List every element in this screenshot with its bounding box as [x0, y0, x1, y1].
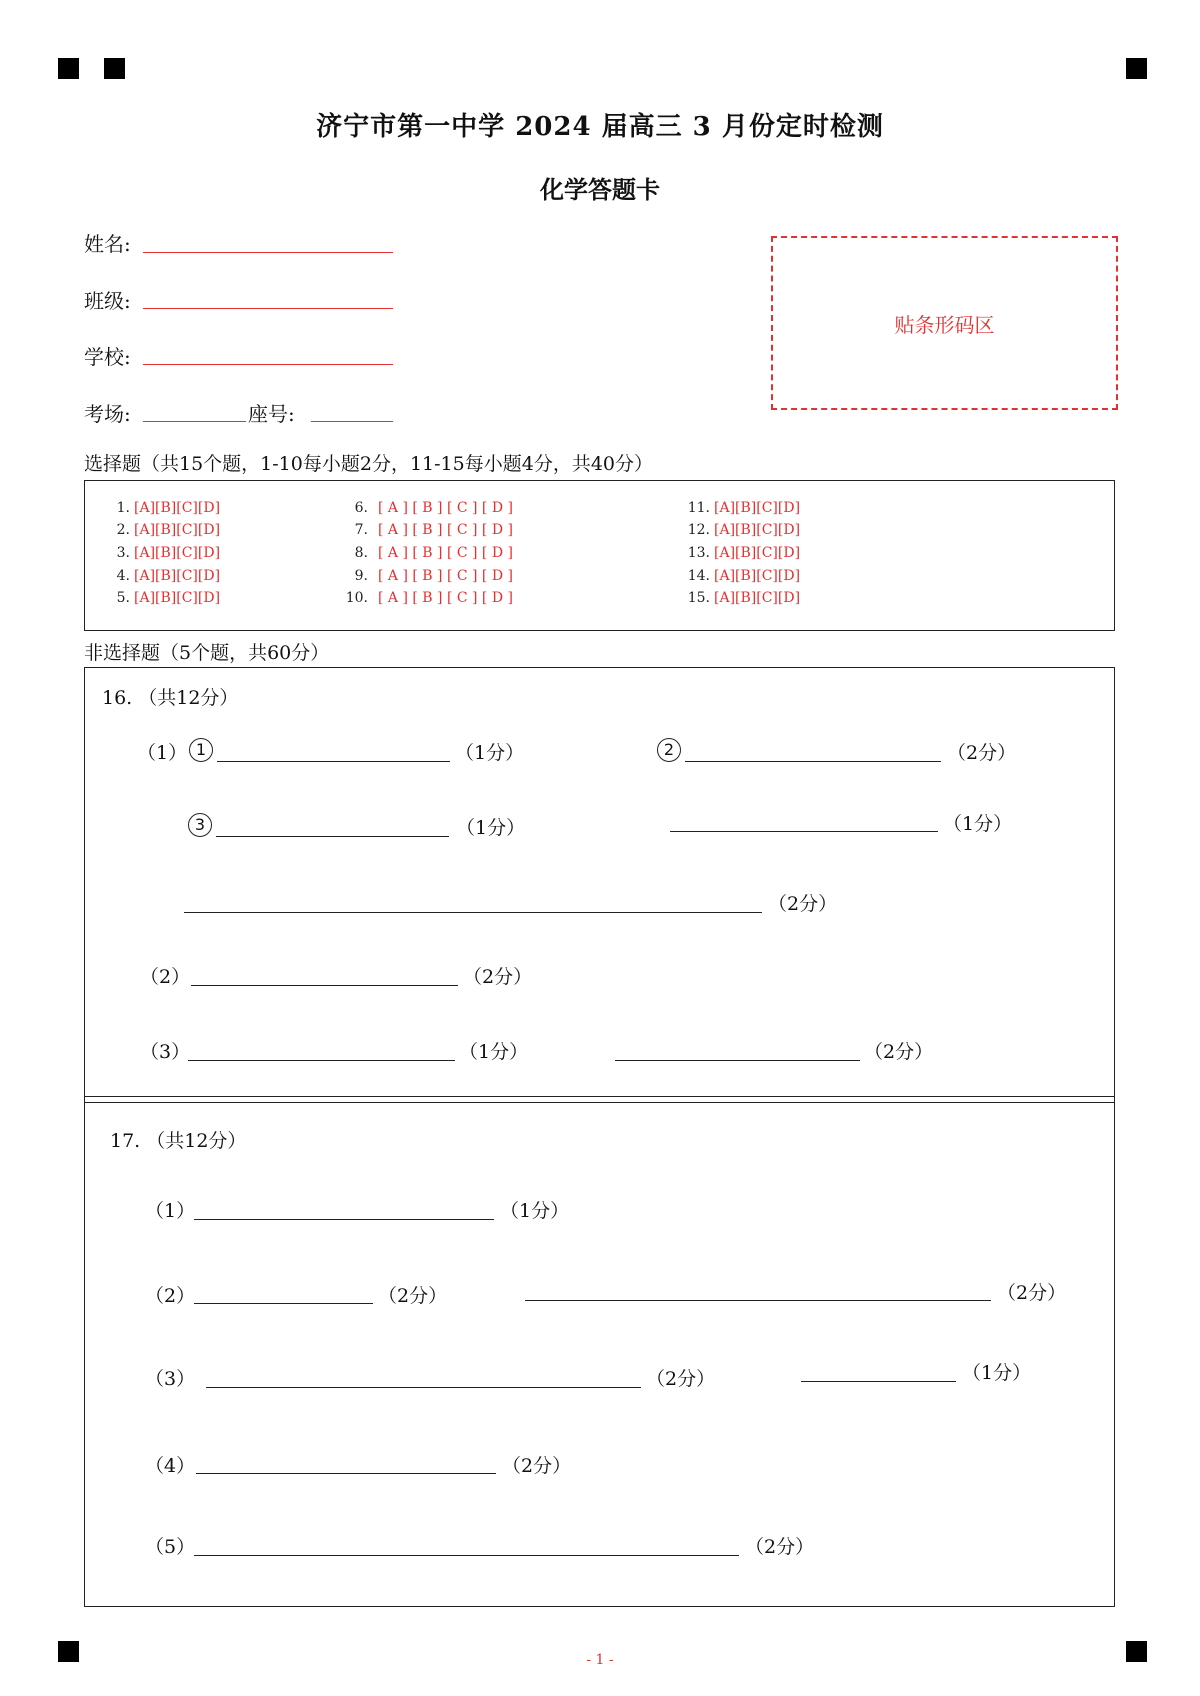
q16-score2: （2分） [947, 742, 1017, 764]
q17-score1: （1分） [500, 1200, 570, 1222]
q16-title: 16. （共12分） [102, 687, 239, 709]
answer-options[interactable]: [A][B][C][D] [714, 500, 801, 516]
q17-blank1[interactable] [194, 1219, 494, 1220]
q17-score6: （2分） [502, 1455, 572, 1477]
q17-part5-label: （5） [145, 1536, 196, 1558]
page-title: 济宁市第一中学 2024 届高三 3 月份定时检测 [316, 112, 884, 142]
q17-blank4[interactable] [206, 1387, 641, 1388]
class-label: 班级: [84, 289, 131, 313]
q16-part1-label: （1） [137, 742, 188, 764]
q16-score6: （2分） [463, 966, 533, 988]
q17-blank5[interactable] [801, 1381, 956, 1382]
question-number: 14. [687, 568, 710, 584]
q17-part4-label: （4） [145, 1455, 196, 1477]
q16-score1: （1分） [455, 742, 525, 764]
question-number: 15. [687, 590, 710, 606]
answer-options[interactable]: [A][B][C][D] [134, 590, 221, 606]
q16-score8: （2分） [864, 1041, 934, 1063]
answer-options[interactable]: [A][B][C][D] [714, 590, 801, 606]
q16-blank3-marker [188, 813, 212, 837]
q16-divider-2 [84, 1102, 1115, 1103]
barcode-label: 贴条形码区 [894, 312, 995, 337]
registration-mark-top-right [1126, 58, 1147, 79]
question-number: 12. [687, 522, 710, 538]
frame-left-line [84, 667, 85, 1607]
registration-mark-top-left-2 [104, 58, 125, 79]
q16-part3-label: （3） [140, 1041, 191, 1063]
q16-blank2-marker [657, 738, 681, 762]
q16-blank1-marker [189, 738, 213, 762]
q16-circled-1: 1 [189, 738, 213, 762]
answer-options[interactable]: [A][B][C][D] [134, 568, 221, 584]
school-field[interactable] [143, 364, 393, 365]
q17-part1-label: （1） [145, 1200, 196, 1222]
registration-mark-top-left-1 [58, 58, 79, 79]
q17-score4: （2分） [646, 1368, 716, 1390]
q16-score4: （1分） [943, 813, 1013, 835]
q16-divider-1 [84, 1096, 1115, 1097]
question-number: 3. [116, 545, 130, 561]
question-number: 7. [354, 522, 368, 538]
answer-options[interactable]: [ A ] [ B ] [ C ] [ D ] [378, 500, 513, 516]
question-number: 10. [345, 590, 368, 606]
q16-part2-label: （2） [140, 966, 191, 988]
q17-score5: （1分） [962, 1362, 1032, 1384]
q17-score2: （2分） [378, 1285, 448, 1307]
class-field[interactable] [143, 308, 393, 309]
q17-title: 17. （共12分） [110, 1130, 247, 1152]
page-subtitle: 化学答题卡 [540, 175, 660, 204]
barcode-area [771, 236, 1118, 410]
question-number: 9. [354, 568, 368, 584]
q17-part2-label: （2） [145, 1285, 196, 1307]
multiple-choice-box [84, 480, 1115, 631]
answer-options[interactable]: [A][B][C][D] [134, 500, 221, 516]
q17-blank7[interactable] [194, 1555, 739, 1556]
q16-blank8[interactable] [615, 1060, 860, 1061]
exam-room-label: 考场: [84, 402, 131, 426]
question-number: 4. [116, 568, 130, 584]
answer-options[interactable]: [ A ] [ B ] [ C ] [ D ] [378, 522, 513, 538]
q16-blank1[interactable] [217, 761, 450, 762]
question-number: 5. [116, 590, 130, 606]
non-choice-heading: 非选择题（5个题，共60分） [84, 642, 330, 664]
frame-right-line [1114, 667, 1115, 1607]
seat-number-field[interactable] [311, 421, 393, 422]
q16-score7: （1分） [459, 1041, 529, 1063]
q17-blank6[interactable] [196, 1473, 496, 1474]
answer-options[interactable]: [ A ] [ B ] [ C ] [ D ] [378, 590, 513, 606]
q17-score7: （2分） [745, 1536, 815, 1558]
q17-blank2[interactable] [194, 1303, 373, 1304]
q16-blank5[interactable] [184, 912, 762, 913]
question-number: 6. [354, 500, 368, 516]
answer-options[interactable]: [A][B][C][D] [714, 545, 801, 561]
exam-room-field[interactable] [143, 421, 246, 422]
frame-top-line [84, 667, 1115, 668]
question-number: 13. [687, 545, 710, 561]
q16-score3: （1分） [456, 817, 526, 839]
multiple-choice-heading: 选择题（共15个题，1-10每小题2分，11-15每小题4分，共40分） [84, 453, 653, 475]
q17-score3: （2分） [997, 1282, 1067, 1304]
q16-blank3[interactable] [216, 836, 449, 837]
answer-options[interactable]: [A][B][C][D] [134, 522, 221, 538]
q17-blank3[interactable] [525, 1300, 991, 1301]
answer-options[interactable]: [A][B][C][D] [714, 522, 801, 538]
answer-options[interactable]: [A][B][C][D] [714, 568, 801, 584]
q16-blank4[interactable] [670, 831, 938, 832]
q16-blank2[interactable] [685, 761, 941, 762]
question-number: 1. [116, 500, 130, 516]
frame-bottom-line [84, 1606, 1115, 1607]
question-number: 11. [687, 500, 710, 516]
answer-options[interactable]: [A][B][C][D] [134, 545, 221, 561]
q16-blank7[interactable] [188, 1060, 455, 1061]
page-number: - 1 - [586, 1652, 614, 1668]
seat-number-label: 座号: [248, 402, 295, 426]
q16-circled-3: 3 [188, 813, 212, 837]
q16-score5: （2分） [768, 893, 838, 915]
answer-options[interactable]: [ A ] [ B ] [ C ] [ D ] [378, 568, 513, 584]
name-field[interactable] [143, 252, 393, 253]
answer-options[interactable]: [ A ] [ B ] [ C ] [ D ] [378, 545, 513, 561]
q17-part3-label: （3） [145, 1368, 196, 1390]
name-label: 姓名: [84, 232, 131, 256]
q16-blank6[interactable] [191, 985, 458, 986]
question-number: 8. [354, 545, 368, 561]
school-label: 学校: [84, 345, 131, 369]
question-number: 2. [116, 522, 130, 538]
q16-circled-2: 2 [657, 738, 681, 762]
